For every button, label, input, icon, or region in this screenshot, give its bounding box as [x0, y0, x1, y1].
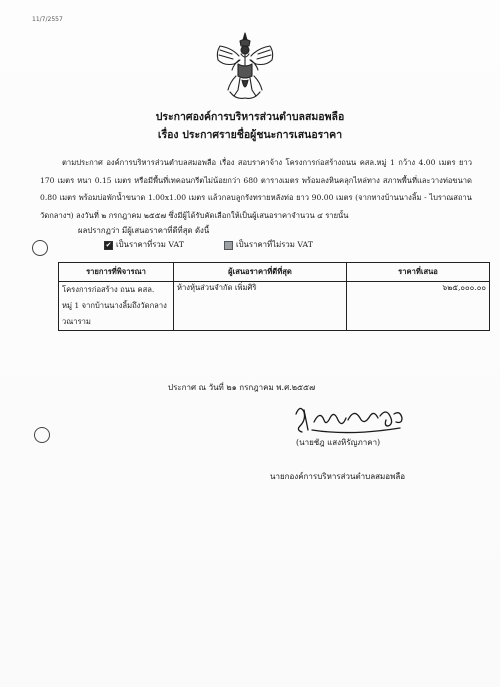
punch-hole	[34, 427, 50, 443]
vat-excluded-checkbox	[224, 241, 233, 250]
header-bidder: ผู้เสนอราคาที่ดีที่สุด	[174, 263, 347, 282]
project-line: โครงการก่อสร้าง ถนน คสล.	[62, 285, 155, 294]
bid-results-table	[58, 262, 490, 331]
vat-excluded-label: เป็นราคาที่ไม่รวม VAT	[235, 240, 313, 249]
signer-position: นายกองค์การบริหารส่วนตำบลสมอพลือ	[270, 472, 406, 481]
signer-name: (นายชัฎ แสงหิรัญภาคา)	[296, 438, 381, 447]
table-header-row	[59, 263, 490, 282]
announcement-date: ประกาศ ณ วันที่ ๒๑ กรกฎาคม พ.ศ.๒๕๕๗	[168, 383, 316, 392]
handwritten-signature-icon	[290, 400, 410, 440]
garuda-emblem-icon	[212, 30, 278, 102]
punch-hole	[32, 240, 48, 256]
vat-included-checkbox: ✔	[105, 240, 112, 249]
bidder-cell: ห้างหุ้นส่วนจำกัด เพิ่มศิริ	[174, 282, 347, 331]
project-line: วณาราม	[62, 317, 91, 326]
vat-options	[104, 239, 313, 251]
project-line: หมู่ 1 จากบ้านนางลิ้มถึงวัดกลาง	[62, 301, 167, 310]
table-row	[59, 282, 490, 331]
announcement-subject: เรื่อง ประกาศรายชื่อผู้ชนะการเสนอราคา	[157, 129, 343, 141]
header-item: รายการที่พิจารณา	[59, 263, 174, 282]
result-intro: ผลปรากฏว่า มีผู้เสนอราคาที่ดีที่สุด ดังนี้	[78, 226, 210, 235]
announcement-title: ประกาศองค์การบริหารส่วนตำบลสมอพลือ	[155, 111, 345, 123]
price-cell: ๖๒๕,๐๐๐.๐๐	[347, 282, 490, 331]
header-price: ราคาที่เสนอ	[347, 263, 490, 282]
vat-included-label: เป็นราคาที่รวม VAT	[116, 240, 184, 249]
document-stamp-id: 11/7/2557	[32, 16, 63, 23]
project-cell	[59, 282, 174, 331]
announcement-paragraph: ตามประกาศ องค์การบริหารส่วนตำบลสมอพลือ เรื่อง สอบราคาจ้าง โครงการก่อสร้างถนน คสล.หมู่ 1 กว้าง 4.00 เมตร ยาว 170 เมตร หนา 0.15 เมตร หรือมีพื้นที่เทคอนกรีตไม่น้อยกว่า 680 ตารางเมตร พร้อมลงหินคลุกไหล่ทาง สภาพพื้นที่และวางท่อขนาด 0.80 เมตร พร้อมบ่อพักน้ำขนาด 1.00x1.00 เมตร แล้วกลบลูกรังทรายหลังท่อ ยาว 90.00 เมตร (จากทางบ้านนางลิ้ม - ไบราณสถานวัดกลางฯ) ลงวันที่ ๒ กรกฎาคม ๒๕๕๗ ซึ่งมีผู้ได้รับคัดเลือกให้เป็นผู้เสนอราคาจำนวน ๔ รายนั้น	[40, 158, 472, 220]
